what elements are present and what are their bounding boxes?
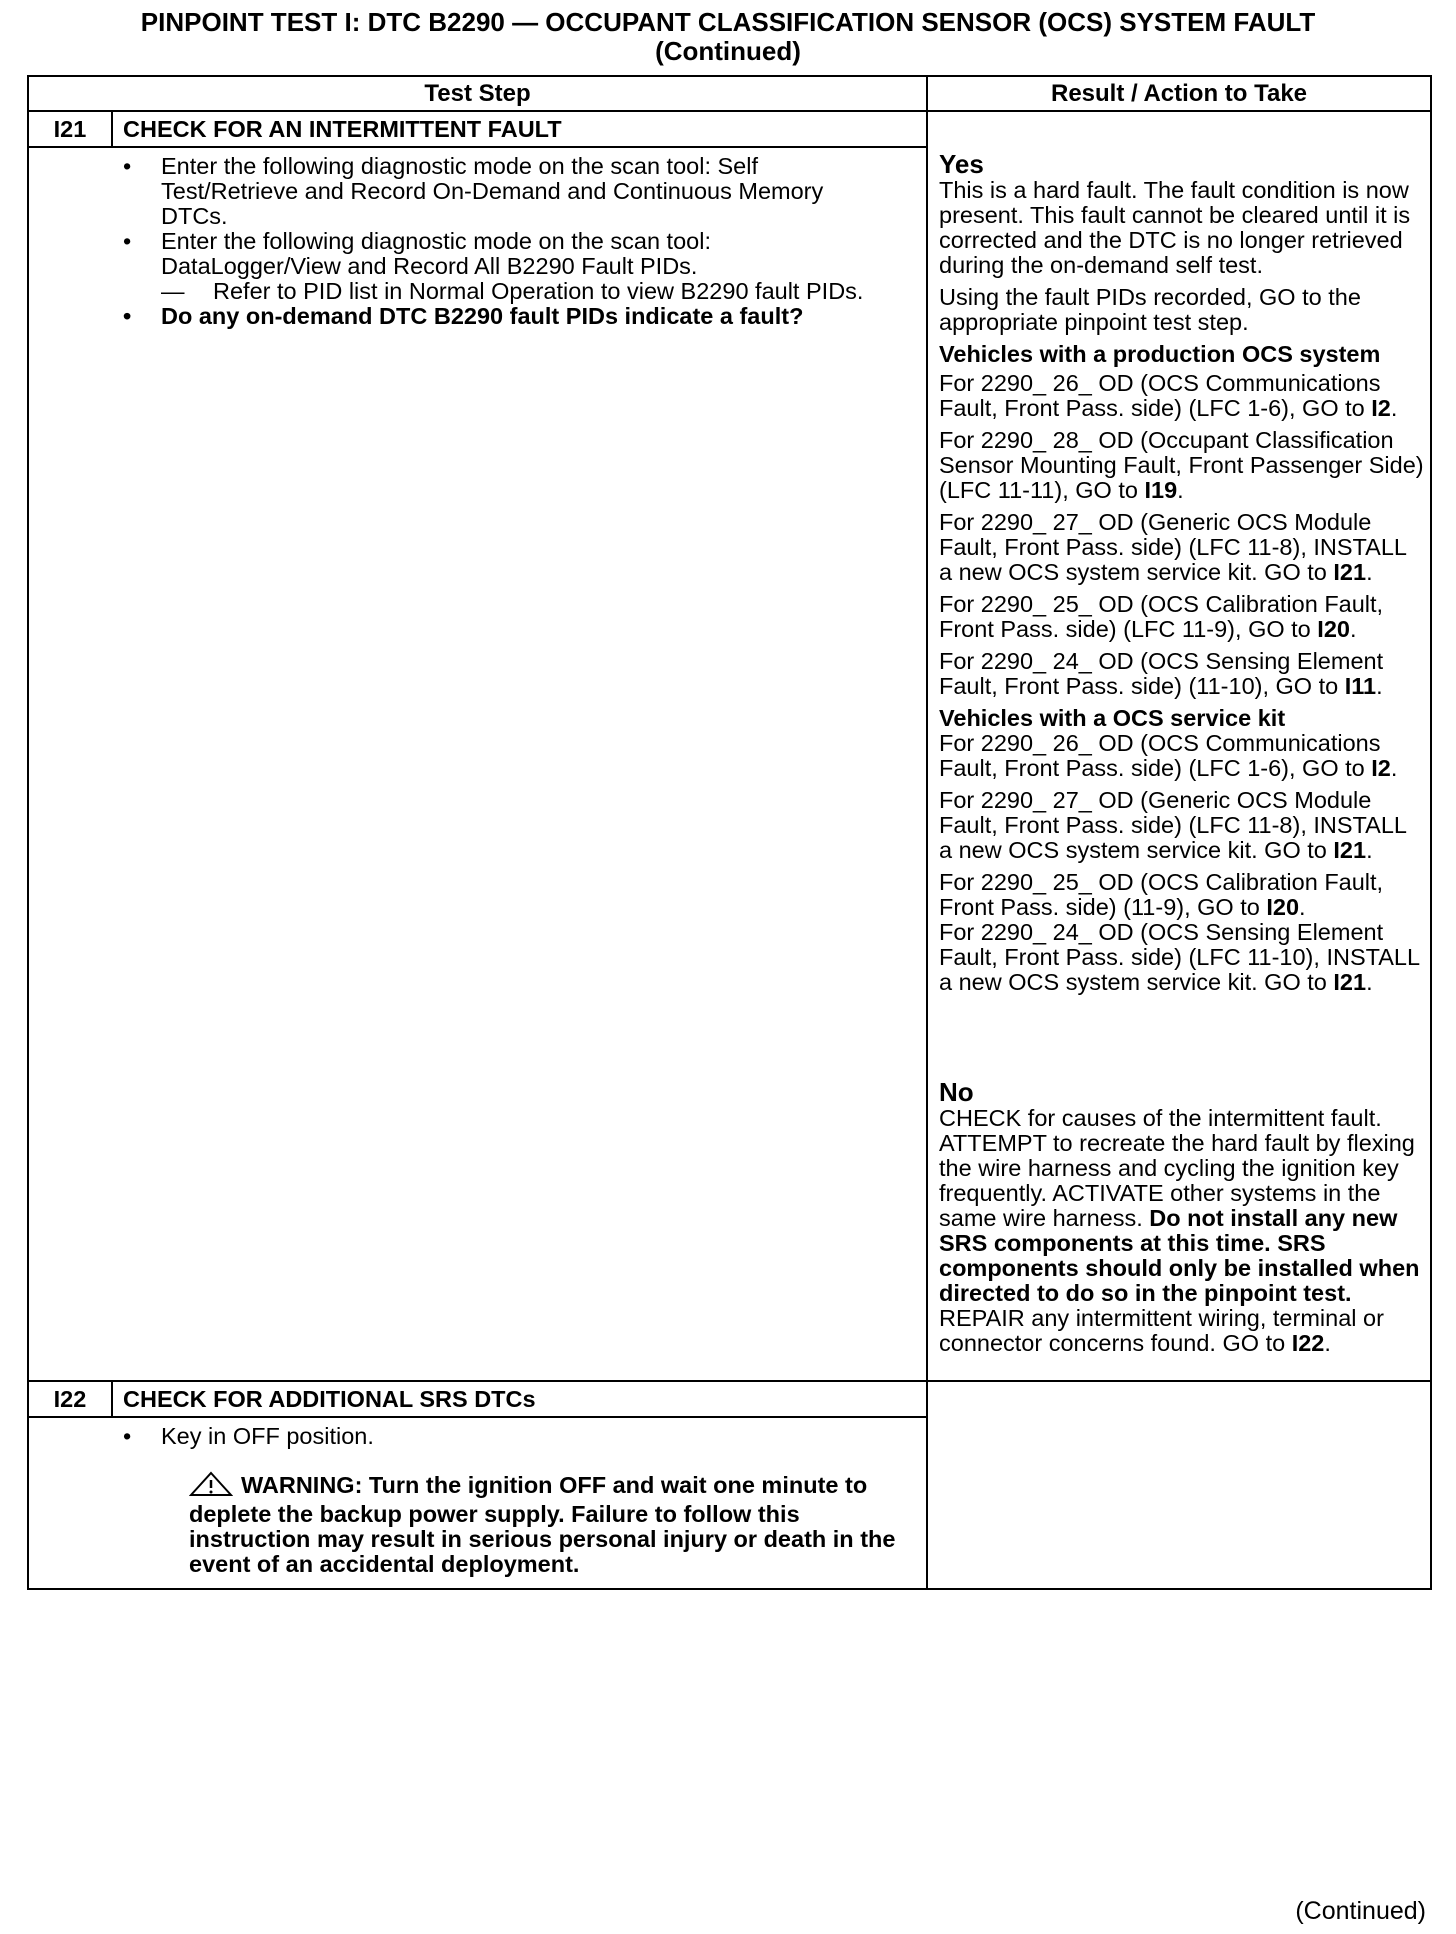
step-heading-i22: CHECK FOR ADDITIONAL SRS DTCs	[112, 1381, 927, 1417]
production-item-3: For 2290_ 27_ OD (Generic OCS Module Fault, Front Pass. side) (LFC 11-8), INSTALL a new OCS system service kit. GO to I21.	[939, 509, 1407, 585]
step-heading-i21: CHECK FOR AN INTERMITTENT FAULT	[112, 111, 927, 147]
result-yes-label: Yes	[939, 149, 984, 179]
step-body-i21	[28, 147, 927, 1381]
continued-footer: (Continued)	[1295, 1897, 1426, 1925]
go-to-link[interactable]: I21	[1333, 969, 1367, 995]
step-body-i22	[28, 1417, 927, 1589]
result-no-text: CHECK for causes of the intermittent fault. ATTEMPT to recreate the hard fault by flexing the wire harness and cycling the ignition key frequently. ACTIVATE other systems in the same wire harness. Do not install any new SRS components at this time. SRS components should only be installed when directed to do so in the pinpoint test. REPAIR any intermittent wiring, terminal or connector concerns found. GO to I22.	[939, 1105, 1420, 1356]
pinpoint-table	[27, 75, 1432, 1590]
go-to-link[interactable]: I2	[1371, 395, 1391, 421]
step-bullet: • Enter the following diagnostic mode on the scan tool: Self Test/Retrieve and Record On-Demand and Continuous Memory DTCs.	[161, 154, 866, 229]
go-to-link[interactable]: I21	[1333, 559, 1367, 585]
warning-block: WARNING: Turn the ignition OFF and wait one minute to deplete the backup power supply. Failure to follow this instruction may result in serious personal injury or death in the event of an accidental deployment.	[189, 1472, 896, 1577]
step-question: • Do any on-demand DTC B2290 fault PIDs indicate a fault?	[161, 304, 866, 329]
service-kit-heading: Vehicles with a OCS service kit	[939, 705, 1286, 731]
production-item-5: For 2290_ 24_ OD (OCS Sensing Element Fault, Front Pass. side) (11-10), GO to I11.	[939, 648, 1384, 699]
step-id-i22: I22	[28, 1381, 112, 1417]
step-sub-item: — Refer to PID list in Normal Operation to view B2290 fault PIDs.	[161, 278, 864, 304]
result-yes-instruction: Using the fault PIDs recorded, GO to the appropriate pinpoint test step.	[939, 284, 1361, 335]
go-to-link[interactable]: I2	[1371, 755, 1391, 781]
column-header-test-step: Test Step	[28, 76, 927, 111]
warning-triangle-icon	[189, 1471, 233, 1502]
service-kit-item-2: For 2290_ 27_ OD (Generic OCS Module Fault, Front Pass. side) (LFC 11-8), INSTALL a new OCS system service kit. GO to I21.	[939, 787, 1407, 863]
go-to-link[interactable]: I20	[1317, 616, 1350, 642]
go-to-link[interactable]: I11	[1344, 673, 1377, 699]
step-bullet: • Enter the following diagnostic mode on the scan tool: DataLogger/View and Record All B2290 Fault PIDs. — Refer to PID list in Normal Operation to view B2290 fault PIDs.	[161, 229, 866, 304]
service-kit-item-3: For 2290_ 25_ OD (OCS Calibration Fault, Front Pass. side) (11-9), GO to I20.	[939, 869, 1384, 920]
page-subtitle: (Continued)	[655, 36, 801, 66]
production-item-4: For 2290_ 25_ OD (OCS Calibration Fault, Front Pass. side) (LFC 11-9), GO to I20.	[939, 591, 1384, 642]
go-to-link[interactable]: I21	[1333, 837, 1367, 863]
go-to-link[interactable]: I20	[1266, 894, 1300, 920]
result-yes-text: This is a hard fault. The fault condition is now present. This fault cannot be cleared until it is corrected and the DTC is no longer retrieved during the on-demand self test.	[939, 177, 1411, 278]
production-ocs-heading: Vehicles with a production OCS system	[939, 341, 1381, 367]
service-kit-item-1: For 2290_ 26_ OD (OCS Communications Fault, Front Pass. side) (LFC 1-6), GO to I2.	[939, 730, 1398, 781]
page-title: PINPOINT TEST I: DTC B2290 — OCCUPANT CLASSIFICATION SENSOR (OCS) SYSTEM FAULT	[140, 7, 1316, 37]
column-header-result: Result / Action to Take	[927, 76, 1431, 111]
go-to-link[interactable]: I22	[1291, 1330, 1325, 1356]
production-item-1: For 2290_ 26_ OD (OCS Communications Fault, Front Pass. side) (LFC 1-6), GO to I2.	[939, 370, 1398, 421]
step-bullet: • Key in OFF position.	[161, 1424, 866, 1449]
result-no-label: No	[939, 1077, 974, 1107]
service-kit-item-4: For 2290_ 24_ OD (OCS Sensing Element Fault, Front Pass. side) (LFC 11-10), INSTALL a new OCS system service kit. GO to I21.	[939, 919, 1420, 995]
step-id-i21: I21	[28, 111, 112, 147]
result-cell-i22	[927, 1381, 1431, 1589]
result-cell-i21	[927, 111, 1431, 1381]
production-item-2: For 2290_ 28_ OD (Occupant Classification Sensor Mounting Fault, Front Passenger Side) (LFC 11-11), GO to I19.	[939, 427, 1424, 503]
go-to-link[interactable]: I19	[1144, 477, 1178, 503]
